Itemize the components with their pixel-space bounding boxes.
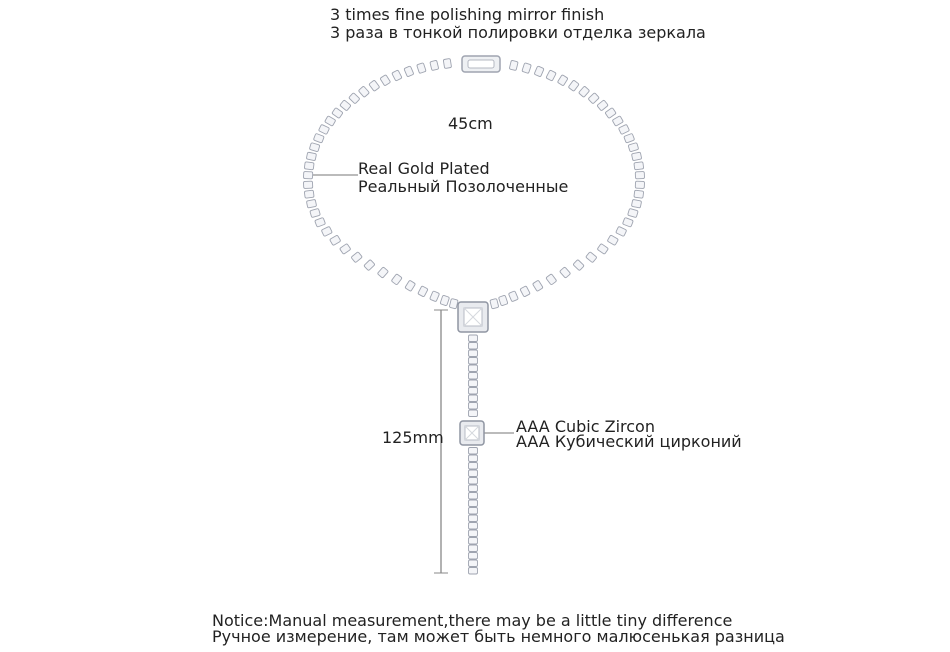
chain-stone — [597, 100, 608, 111]
notice-text-en: Notice:Manual measurement,there may be a little tiny difference — [212, 611, 733, 630]
chain-stone — [532, 280, 543, 291]
chain-stone — [534, 66, 544, 77]
drop-stone — [469, 478, 478, 485]
chain-stone — [404, 66, 414, 77]
drop-stone — [469, 395, 478, 402]
drop-stone — [469, 515, 478, 522]
chain-stone — [325, 116, 336, 127]
chain-stone — [369, 80, 380, 91]
drop-stone — [469, 560, 478, 567]
chain-stone — [631, 152, 641, 161]
drop-stone — [469, 343, 478, 350]
chain-stone — [332, 108, 343, 119]
chain-stone — [578, 86, 589, 97]
chain-stone — [310, 208, 321, 217]
chain-stone — [624, 133, 635, 143]
chain-stone — [586, 252, 597, 263]
chain-stone — [607, 235, 618, 246]
chain-stone — [634, 162, 644, 170]
finish-caption-ru: 3 раза в тонкой полировки отделка зеркала — [330, 23, 706, 42]
chain-stone — [568, 80, 579, 91]
clasp — [462, 56, 500, 72]
drop-stone — [469, 500, 478, 507]
chain-stone — [522, 63, 531, 74]
drop-stone — [469, 380, 478, 387]
chain-stone — [616, 226, 627, 236]
chain-stone — [318, 124, 329, 134]
drop-stone — [469, 350, 478, 357]
chain-stone — [634, 190, 644, 198]
stone-caption-ru: AAA Кубический цирконий — [516, 432, 742, 451]
drop-stone — [469, 493, 478, 500]
chain-length-label: 45cm — [448, 114, 493, 133]
chain-stone — [635, 181, 644, 188]
chain-stone — [635, 172, 644, 179]
chain-stone — [631, 199, 641, 208]
drop-stone — [469, 553, 478, 560]
drop-stone — [469, 410, 478, 417]
chain-stone — [628, 143, 639, 152]
chain-stone — [304, 162, 314, 170]
chain-stone — [546, 70, 556, 81]
drop-stone — [469, 485, 478, 492]
chain-stone — [358, 86, 369, 97]
pendant-drop — [469, 335, 478, 574]
drop-stone — [469, 463, 478, 470]
chain-stone — [340, 100, 351, 111]
chain-stone — [405, 280, 416, 291]
chain-stone — [377, 267, 388, 278]
chain-stone — [340, 243, 351, 254]
chain-stone — [315, 217, 326, 227]
drop-stone — [469, 335, 478, 342]
chain-stone — [309, 143, 320, 152]
chain-stone — [349, 93, 360, 104]
drop-stone — [469, 545, 478, 552]
drop-stone — [469, 455, 478, 462]
finish-caption-en: 3 times fine polishing mirror finish — [330, 5, 605, 24]
chain-stone — [321, 226, 332, 236]
chain-stone — [588, 93, 599, 104]
center-stone-large — [458, 302, 488, 332]
drop-stone — [469, 403, 478, 410]
chain-stone — [351, 252, 362, 263]
chain-stone — [509, 60, 518, 70]
drop-stone — [469, 358, 478, 365]
drop-stone — [469, 530, 478, 537]
chain-stone — [498, 295, 507, 306]
plating-caption-ru: Реальный Позолоченные — [358, 177, 569, 196]
notice-text-ru: Ручное измерение, там может быть немного малюсенькая разница — [212, 627, 785, 646]
chain-stone — [490, 298, 499, 308]
chain-stone — [313, 133, 324, 143]
stone-caption-en: AAA Cubic Zircon — [516, 417, 655, 436]
chain-stone — [557, 75, 568, 86]
chain-stone — [418, 286, 428, 297]
chain-stone — [306, 152, 316, 161]
center-stone-small — [460, 421, 484, 445]
chain-stone — [622, 217, 633, 227]
chain-stone — [380, 75, 391, 86]
drop-stone — [469, 388, 478, 395]
chain-stone — [303, 172, 312, 179]
chain-stone — [330, 235, 341, 246]
drop-stone — [469, 538, 478, 545]
chain-stone — [364, 259, 375, 270]
chain-stone — [559, 267, 570, 278]
drop-stone — [469, 373, 478, 380]
chain-stone — [628, 208, 639, 217]
chain-stone — [392, 70, 402, 81]
chain-stone — [430, 60, 439, 70]
chain-stone — [612, 116, 623, 127]
drop-stone — [469, 568, 478, 575]
chain-stone — [417, 63, 426, 74]
chain-stone — [304, 190, 314, 198]
chain-stone — [508, 291, 518, 302]
chain-stone — [440, 295, 449, 306]
chain-stone — [618, 124, 629, 134]
chain-stone — [306, 199, 316, 208]
drop-stone — [469, 365, 478, 372]
chain-stone — [430, 291, 440, 302]
chain-stone — [520, 286, 530, 297]
chain-stone — [573, 259, 584, 270]
chain-stone — [546, 274, 557, 285]
chain-stone — [605, 108, 616, 119]
drop-stone — [469, 448, 478, 455]
drop-stone — [469, 508, 478, 515]
chain-stone — [443, 58, 451, 68]
chain-stone — [303, 181, 312, 188]
drop-stone — [469, 470, 478, 477]
plating-caption-en: Real Gold Plated — [358, 159, 490, 178]
chain-stone — [597, 243, 608, 254]
drop-stone — [469, 523, 478, 530]
chain-stone — [391, 274, 402, 285]
drop-length-label: 125mm — [382, 428, 444, 447]
chain-stone — [449, 298, 458, 308]
